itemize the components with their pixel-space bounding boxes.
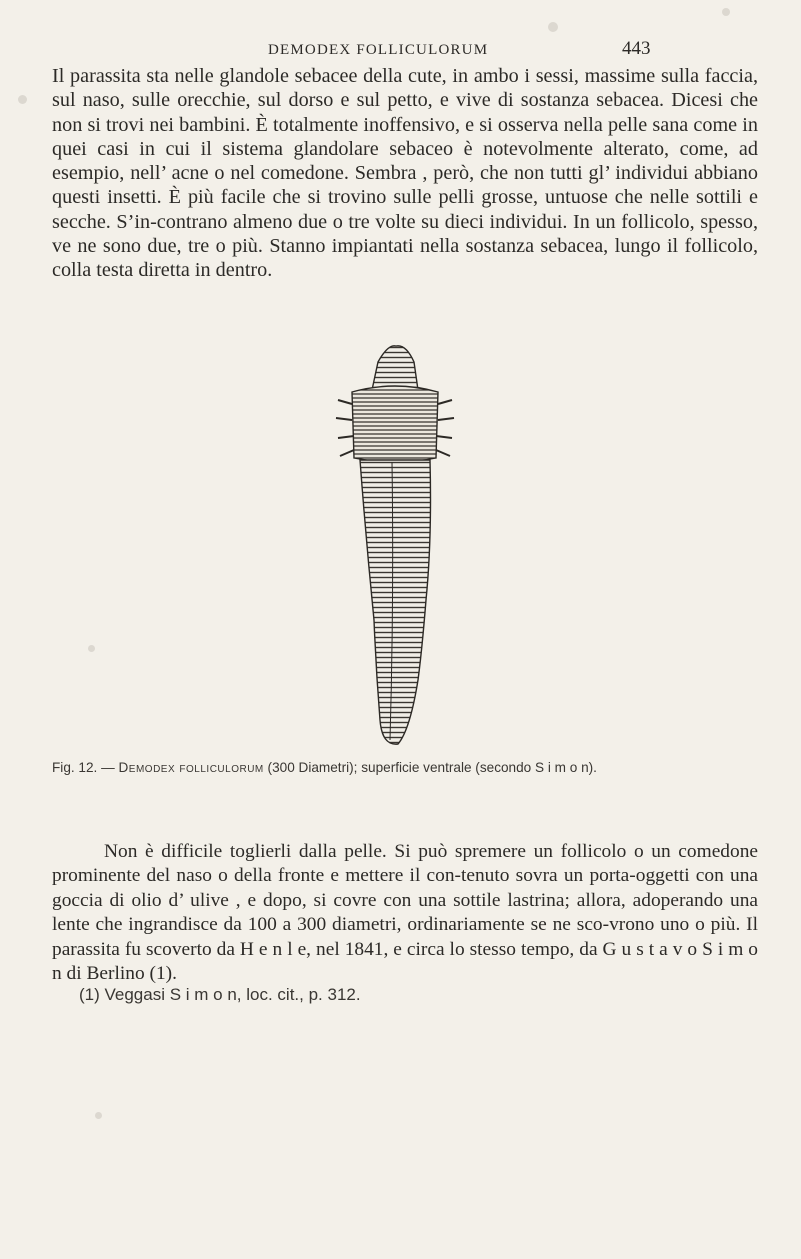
paper-stain: [88, 645, 95, 652]
body-paragraph: Non è difficile toglierli dalla pelle. Si può spremere un follicolo o un comedone prominente del naso o della fronte e mettere il con-tenuto sovra un porta-oggetti con una goccia di olio d’ ulive , e dopo, si covre con una sottile lastrina; allora, adoperando una lente che ingrandisce da 100 a 300 diametri, ordinariamente se ne sco-vrono uno o più. Il parassita fu scoverto da H e n l e, nel 1841, e circa lo stesso tempo, da G u s t a v o S i m o n di Berlino (1).: [52, 841, 758, 985]
page-header: [0, 36, 801, 62]
demodex-illustration: [330, 340, 460, 760]
body-paragraph: Il parassita sta nelle glandole sebacee della cute, in ambo i sessi, massime sulla faccia, sul naso, sulle orecchie, sul dorso e sul petto, e vive di sostanza sebacea. Dicesi che non si trovi nei bambini. È totalmente inoffensivo, e si osserva nella pelle sana come in quei casi in cui il sistema glandolare sebaceo è notevolmente alterato, come, ad esempio, nell’ acne o nel comedone. Sembra , però, che non tutti gl’ individui abbiano questi insetti. È più facile che si trovino sulle pelli grosse, untuose che nelle sottili e secche. S’in-contrano almeno due o tre volte su dieci individui. In un follicolo, spesso, ve ne sono due, tre o più. Stanno impiantati nella sostanza sebacea, lungo il follicolo, colla testa diretta in dentro.: [52, 65, 758, 282]
caption-species: Demodex folliculorum: [118, 760, 264, 775]
caption-details: (300 Diametri); superficie ventrale (secondo S i m o n).: [263, 760, 597, 775]
running-title: DEMODEX FOLLICULORUM: [268, 42, 489, 58]
paper-stain: [548, 22, 558, 32]
page-number: 443: [622, 38, 651, 59]
demodex-figure: [330, 340, 460, 760]
paper-stain: [95, 1112, 102, 1119]
paper-stain: [722, 8, 730, 16]
figure-caption: [52, 760, 758, 775]
paper-stain: [18, 95, 27, 104]
footnote: (1) Veggasi S i m o n, loc. cit., p. 312.: [79, 985, 361, 1004]
caption-prefix: Fig. 12. —: [52, 760, 119, 775]
